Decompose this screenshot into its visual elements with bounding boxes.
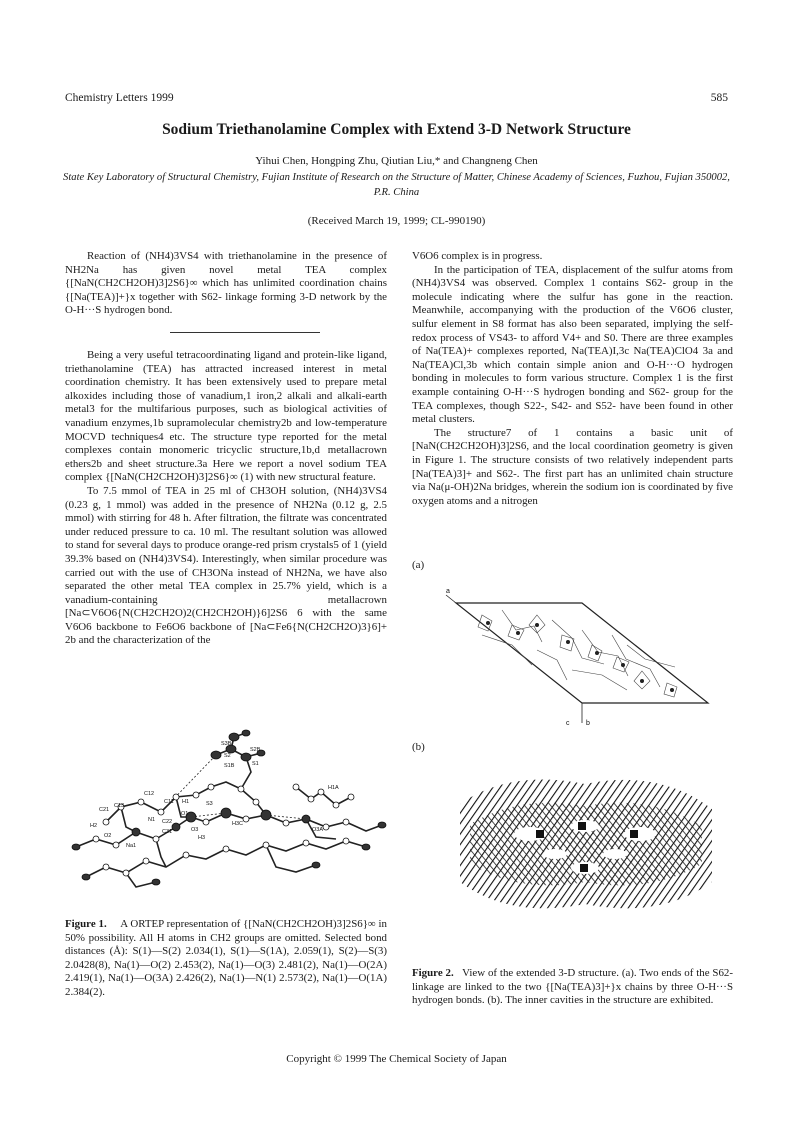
- panel-a-label: (a): [412, 559, 425, 571]
- author-list: Yihui Chen, Hongping Zhu, Qiutian Liu,* and Changneng Chen: [255, 155, 538, 167]
- axis-label-b: b: [586, 720, 590, 727]
- atom-label: S1B: [224, 763, 235, 769]
- atom-label: S3: [206, 801, 213, 807]
- body-right-column: [412, 250, 733, 508]
- copyright-notice: Copyright © 1999 The Chemical Society of Japan: [286, 1053, 507, 1065]
- journal-name: Chemistry Letters 1999: [65, 92, 174, 104]
- atom-label: N1: [148, 817, 156, 823]
- figure-1-caption: [65, 918, 387, 1000]
- body-left-column: [65, 349, 387, 648]
- atom-label: O3: [191, 827, 199, 833]
- figure-1-ortep: [66, 727, 388, 897]
- figure-2-caption: [412, 967, 733, 1008]
- atom-label: H3: [198, 835, 206, 841]
- figure-2-caption-text: View of the extended 3-D structure. (a). Two ends of the S62- linkage are linked to the two {[Na(TEA)3]+}x chains by three O-H···S hydrogen bonds. (b). The inner cavities in the structure are exhibited.: [412, 967, 733, 1007]
- figure-2a-structure: [442, 575, 720, 731]
- figure-2-label: Figure 2.: [412, 967, 454, 979]
- axis-label-c: c: [566, 720, 570, 727]
- atom-label: O1: [181, 811, 189, 817]
- abstract-text: Reaction of (NH4)3VS4 with triethanolamine in the presence of NH2Na has given novel metal TEA complex {[NaN(CH2CH2OH)3]2S6}∞ which has unlimited coordination chains {[Na(TEA)]+}x together with S62- linkage forming 3-D network by the O-H···S hydrogen bond.: [65, 250, 387, 317]
- atom-label: S1: [252, 761, 259, 767]
- affiliation: State Key Laboratory of Structural Chemistry, Fujian Institute of Research on the Structure of Matter, Chinese Academy of Sciences, Fuzhou, Fujian 350002, P.R. China: [63, 172, 730, 198]
- atom-label: C13: [114, 803, 125, 809]
- paragraph: To 7.5 mmol of TEA in 25 ml of CH3OH solution, (NH4)3VS4 (0.23 g, 1 mmol) was added in the presence of NH2Na (0.12 g, 2.5 mmol) with stirring for 48 h. After filtration, the filtrate was concentrated under reduced pressure to ca. 10 ml. The resultant solution was allowed to stand for several days to produce orange-red prism crystals5 of 1 (yield 39.3% based on (NH4)3VS4). Interestingly, when similar procedure was carried out with the use of CH3ONa instead of NH2Na, we have also separated the other metal TEA complex in 25.7% yield, which is a vanadium-containing metallacrown [Na⊂V6O6{N(CH2CH2O)2(CH2CH2OH)}6]2S6 6 with the same V6O6 backbone to Fe6O6 backbone of [Na⊂Fe6{N(CH2CH2O)3}6]+ 2b and the characterization of the: [65, 484, 387, 647]
- atom-label: H2: [90, 823, 98, 829]
- atom-label: H1A: [328, 785, 339, 791]
- atom-label: S2B: [250, 747, 261, 753]
- atom-label: H3C: [232, 821, 244, 827]
- page-number: 585: [710, 92, 728, 104]
- atom-label: C11: [164, 799, 174, 805]
- paragraph: The structure7 of 1 contains a basic unit of [NaN(CH2CH2OH)3]2S6, and the local coordination geometry is given in Figure 1. The structure consists of two relatively independent parts [Na(TEA)3]+ and S62-. The first part has an unlimited chain structure via Na(μ-OH)2Na bridges, wherein the sodium ion is coordinated by five oxygen atoms and a nitrogen: [412, 426, 733, 507]
- figure-1-caption-text: A ORTEP representation of {[NaN(CH2CH2OH)3]2S6}∞ in 50% possibility. All H atoms in CH2 groups are omitted. Selected bond distances (Å): S(1)—S(2) 2.034(1), S(1)—S(1A), 2.059(1), S(2)—S(3) 2.0428(8), Na(1)—O(2) 2.453(2), Na(1)—O(3) 2.481(2), Na(1)—O(2A) 2.419(1), Na(1)—O(3A) 2.426(2), Na(1)—N(1) 2.573(2), Na(1)—O(1A) 2.384(2).: [65, 918, 387, 998]
- atom-label: O3A: [312, 827, 324, 833]
- paragraph: In the participation of TEA, displacement of the sulfur atoms from (NH4)3VS4 was observed. Complex 1 contains S62- group in the molecule indicating where the sulfur has gone in the reaction. Meanwhile, accompanying with the production of the V6O6 cluster, sulfur element in S8 format has also been separated, implying the self-redox process of VS43- to afford V4+ and S0. There are three examples of Na(TEA)+ complexes reported, Na(TEA)I,3c Na(TEA)ClO4 3a and Na(TEA)Cl,3b which contain simple anion and O-H···O hydrogen bonding in molecules to form various structure. Complex 1 is the first example containing O-H···S hydrogen bonding and S62- group for the TEA complexes, though S22-, S42- and S52- have been found in other metal clusters.: [412, 263, 733, 426]
- figure-1-label: Figure 1.: [65, 918, 107, 930]
- abstract: [65, 250, 387, 318]
- atom-label: C22: [162, 819, 173, 825]
- paragraph: V6O6 complex is in progress.: [412, 250, 543, 262]
- atom-label: C12: [144, 791, 155, 797]
- atom-label: S2: [224, 753, 231, 759]
- panel-b-label: (b): [412, 741, 425, 753]
- atom-label: H1: [182, 799, 190, 805]
- paragraph: Being a very useful tetracoordinating ligand and protein-like ligand, triethanolamine (TEA) has attracted increased interest in metal coordination chemistry. It has been extensively used to prepare metal alkoxides including those of vanadium,1 iron,2 alkali and alkali-earth metal3 for the multifarious purposes, such as biological activities of vanadium enzymes,1b supramolecular chemistry2b and low-temperature MOCVD techniques4 etc. The structure type reported for the metal complexes contain monomeric tricyclic structure,1b,d metallacrown ethers2b and sheet structure.3a Here we report a novel sodium TEA complex {[NaN(CH2CH2OH)3]2S6}∞ (1) with new structural feature.: [65, 349, 387, 484]
- received-date: (Received March 19, 1999; CL-990190): [307, 215, 486, 227]
- atom-label: Na1: [126, 843, 137, 849]
- article-title: Sodium Triethanolamine Complex with Extend 3-D Network Structure: [162, 121, 631, 138]
- atom-label: C21: [99, 807, 110, 813]
- atom-label: C31: [162, 829, 173, 835]
- atom-label: S3B: [221, 741, 232, 747]
- figure-2b-structure: [450, 764, 720, 924]
- abstract-divider: [170, 332, 320, 333]
- axis-label-a: a: [446, 588, 450, 595]
- atom-label: O2: [104, 833, 112, 839]
